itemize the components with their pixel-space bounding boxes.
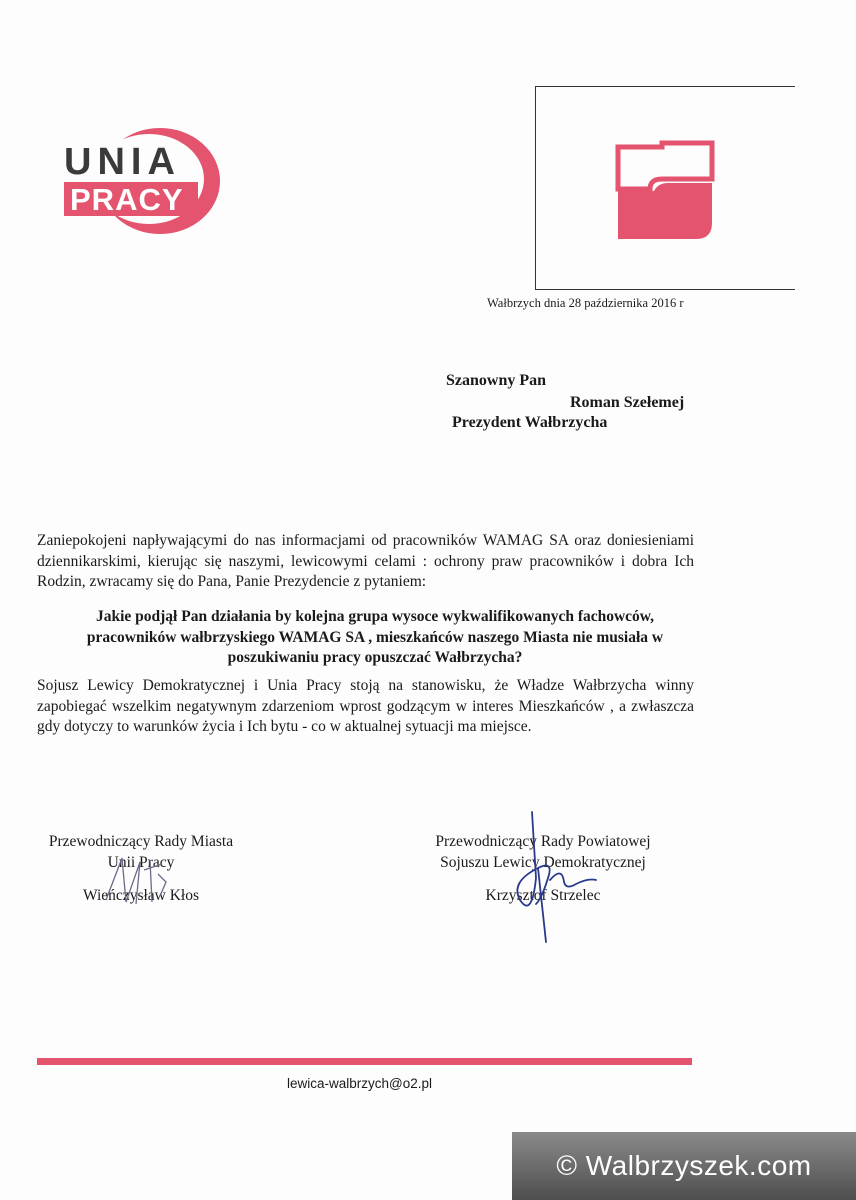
- addressee-title: Prezydent Wałbrzycha: [452, 414, 608, 431]
- signature-left-role: Przewodniczący Rady Miasta: [48, 833, 234, 850]
- logo-pracy-text: PRACY: [70, 182, 184, 217]
- handwritten-signature-left: [100, 852, 180, 912]
- addressee-name: Roman Szełemej: [570, 394, 685, 411]
- signature-left-org: Unii Pracy: [107, 854, 175, 871]
- question-paragraph: Jakie podjął Pan działania by kolejna grupa wysoce wykwalifikowanych fachowców, pracowników wałbrzyskiego WAMAG SA , mieszkańców naszego Miasta nie musiała w poszukiwaniu pracy opuszczać Wałbrzycha?: [86, 608, 664, 666]
- watermark-text: © Walbrzyszek.com: [556, 1150, 812, 1181]
- signature-right-org: Sojuszu Lewicy Demokratycznej: [440, 854, 646, 871]
- letter-date: Wałbrzych dnia 28 października 2016 r: [487, 296, 684, 310]
- signature-right-role: Przewodniczący Rady Powiatowej: [435, 833, 651, 850]
- handwritten-signature-right: [492, 808, 602, 948]
- signature-left-name: Wieńczysław Kłos: [82, 887, 200, 904]
- unia-pracy-logo: [56, 126, 226, 236]
- stance-paragraph: Sojusz Lewicy Demokratycznej i Unia Pracy stoją na stanowisku, że Władze Wałbrzycha winny zapobiegać wszelkim negatywnym zdarzeniom wprost godzącym w interes Mieszkańców , a zwłaszcza gdy dotyczy to warunków życia i Ich bytu - co w aktualnej sytuacji ma miejsce.: [37, 677, 694, 735]
- intro-paragraph: Zaniepokojeni napływającymi do nas informacjami od pracowników WAMAG SA oraz doniesieniami dziennikarskimi, kierując się naszymi, lewicowymi celami : ochrony praw pracowników i dobra Ich Rodzin, zwracamy się do Pana, Panie Prezydencie z pytaniem:: [37, 532, 694, 590]
- signature-right-name: Krzysztof Strzelec: [485, 887, 601, 904]
- unia-pracy-logo-icon: [56, 126, 226, 236]
- footer-divider: [37, 1058, 692, 1065]
- addressee-salutation: Szanowny Pan: [446, 372, 547, 389]
- logo-unia-text: UNIA: [64, 141, 181, 183]
- watermark-badge: [512, 1132, 856, 1200]
- sld-logo-icon: [612, 139, 722, 249]
- footer-email[interactable]: lewica-walbrzych@o2.pl: [287, 1076, 433, 1091]
- sld-logo-frame: [535, 86, 795, 290]
